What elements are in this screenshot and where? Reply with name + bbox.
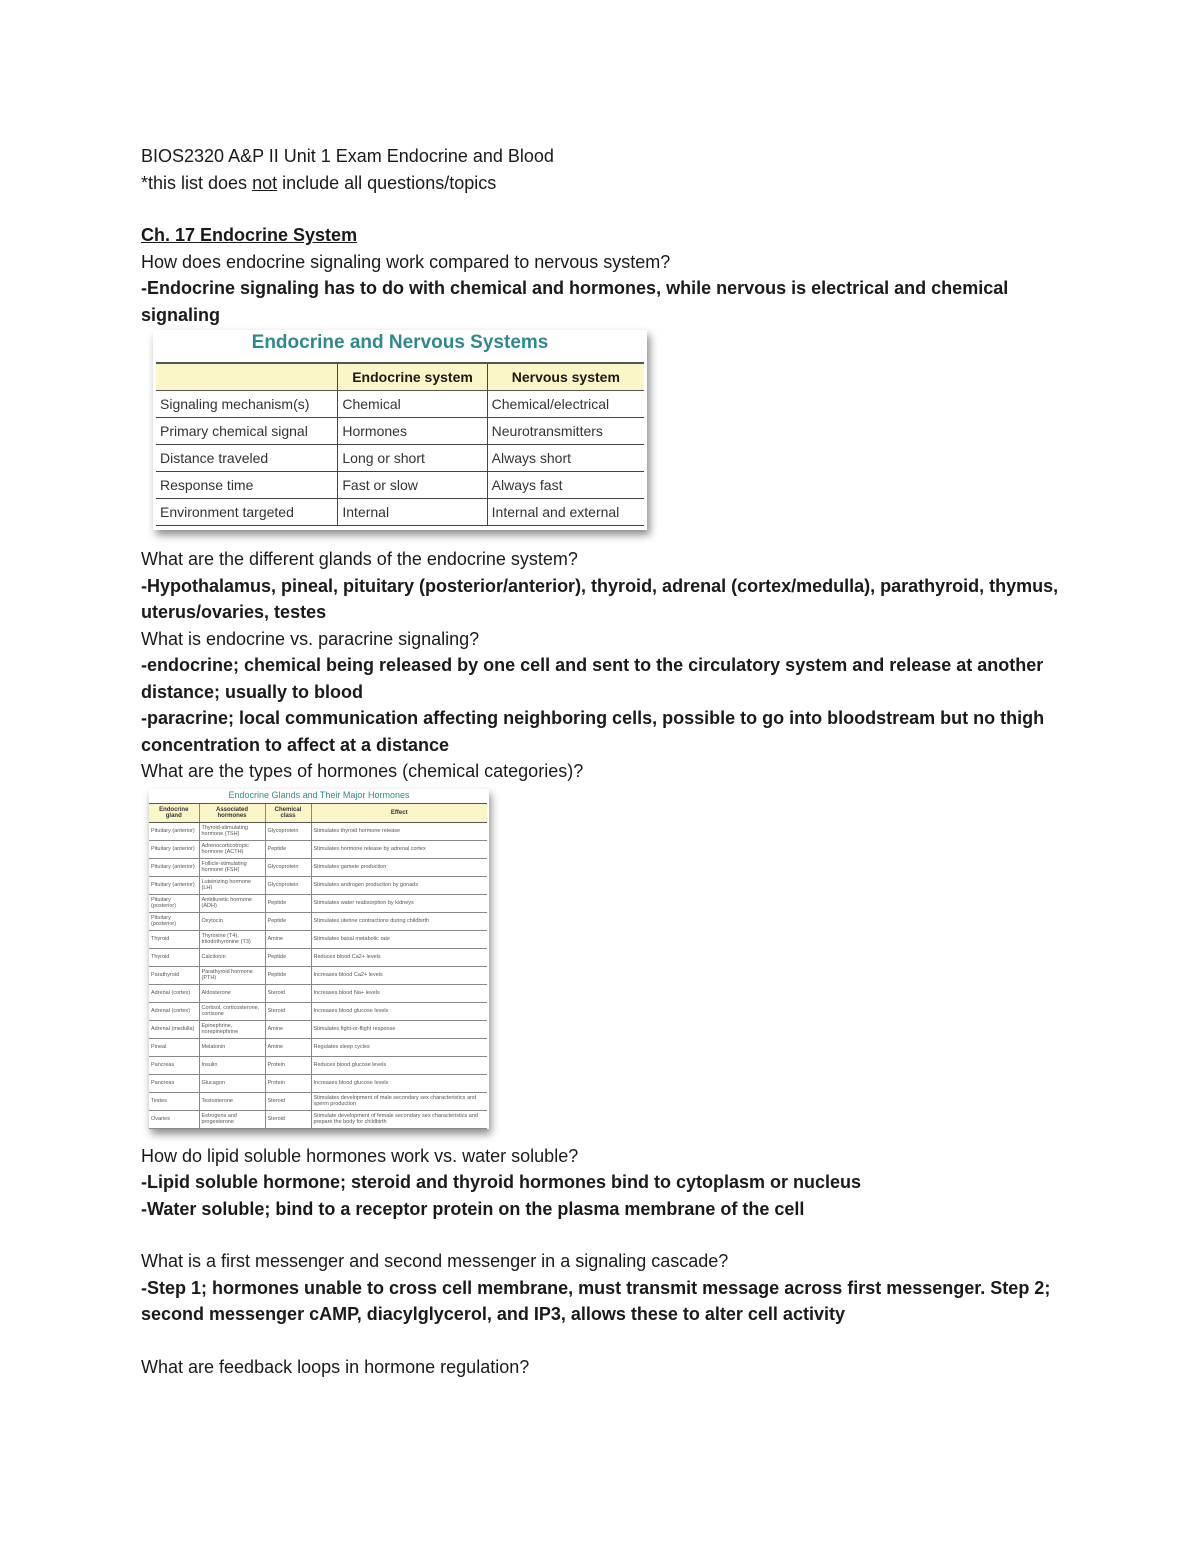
table-cell: Peptide: [265, 894, 311, 912]
table-header-cell: Endocrine gland: [149, 803, 199, 822]
table-cell: Aldosterone: [199, 984, 265, 1002]
table-cell: Increases blood Ca2+ levels: [311, 966, 487, 984]
question-5: How do lipid soluble hormones work vs. water soluble?: [141, 1145, 579, 1166]
section-heading: Ch. 17 Endocrine System: [141, 225, 358, 245]
table-cell: Ovaries: [149, 1110, 199, 1128]
endocrine-glands-table: [149, 803, 487, 1129]
table-row: [149, 1056, 487, 1074]
table-cell: Increases blood glucose levels: [311, 1002, 487, 1020]
table-row: [149, 876, 487, 894]
table-cell: Oxytocin: [199, 912, 265, 930]
table-cell: Primary chemical signal: [156, 418, 338, 445]
table-cell: Long or short: [338, 445, 487, 472]
table-row: [156, 499, 644, 526]
table-cell: Luteinizing hormone (LH): [199, 876, 265, 894]
table-cell: Protein: [265, 1056, 311, 1074]
table-cell: Chemical/electrical: [487, 391, 644, 418]
table-row: [156, 445, 644, 472]
table-cell: Always short: [487, 445, 644, 472]
table-cell: Adrenal (cortex): [149, 984, 199, 1002]
table-row: [149, 894, 487, 912]
table-cell: Steroid: [265, 1002, 311, 1020]
table-row: [149, 1110, 487, 1128]
question-7: What are feedback loops in hormone regulation?: [141, 1356, 530, 1377]
table-cell: Internal and external: [487, 499, 644, 526]
table-cell: Stimulates androgen production by gonads: [311, 876, 487, 894]
table-cell: Stimulates gamete production: [311, 858, 487, 876]
table-cell: Adrenal (cortex): [149, 1002, 199, 1020]
table-cell: Parathyroid hormone (PTH): [199, 966, 265, 984]
table-cell: Amine: [265, 1038, 311, 1056]
table-cell: Stimulates hormone release by adrenal cortex: [311, 840, 487, 858]
table-row: [149, 1038, 487, 1056]
table-row: [149, 858, 487, 876]
question-3: What is endocrine vs. paracrine signaling?: [141, 628, 480, 649]
table-row: [149, 966, 487, 984]
table-row: [149, 930, 487, 948]
table-cell: Pituitary (anterior): [149, 822, 199, 840]
table-cell: Follicle-stimulating hormone (FSH): [199, 858, 265, 876]
table-cell: Parathyroid: [149, 966, 199, 984]
table-cell: Antidiuretic hormone (ADH): [199, 894, 265, 912]
table-header-row: [156, 363, 644, 391]
figure1-title: Endocrine and Nervous Systems: [251, 332, 549, 353]
table-cell: Pituitary (posterior): [149, 912, 199, 930]
table-cell: Amine: [265, 1020, 311, 1038]
answer-3a: -endocrine; chemical being released by one cell and sent to the circulatory system and release at another distance; usually to blood: [141, 655, 1044, 702]
table-cell: Thyroid-stimulating hormone (TSH): [199, 822, 265, 840]
table-cell: Signaling mechanism(s): [156, 391, 338, 418]
table-cell: Glucagon: [199, 1074, 265, 1092]
table-cell: Thyroid: [149, 930, 199, 948]
table-cell: Steroid: [265, 984, 311, 1002]
table-cell: Reduces blood glucose levels: [311, 1056, 487, 1074]
table-cell: Stimulates fight-or-flight response: [311, 1020, 487, 1038]
table-cell: Neurotransmitters: [487, 418, 644, 445]
table-cell: Hormones: [338, 418, 487, 445]
table-cell: Steroid: [265, 1092, 311, 1110]
table-row: [149, 912, 487, 930]
table-cell: Peptide: [265, 912, 311, 930]
table-cell: Glycoprotein: [265, 858, 311, 876]
table-cell: Pituitary (anterior): [149, 858, 199, 876]
document-note: [141, 170, 1061, 197]
table-cell: Thyroxine (T4), triiodothyronine (T3): [199, 930, 265, 948]
table-row: [156, 391, 644, 418]
table-row: [149, 840, 487, 858]
table-row: [149, 948, 487, 966]
table-row: [149, 822, 487, 840]
endocrine-glands-table-body: [149, 822, 487, 1128]
question-1: How does endocrine signaling work compared to nervous system?: [141, 251, 671, 272]
answer-2: -Hypothalamus, pineal, pituitary (posterior/anterior), thyroid, adrenal (cortex/medulla), parathyroid, thymus, uterus/ovaries, testes: [141, 575, 1059, 622]
table-cell: Estrogens and progesterone: [199, 1110, 265, 1128]
document-page: [141, 143, 1061, 1380]
table-header-row: [149, 803, 487, 822]
table-cell: Stimulates thyroid hormone release: [311, 822, 487, 840]
question-4: What are the types of hormones (chemical categories)?: [141, 761, 584, 781]
answer-6: -Step 1; hormones unable to cross cell membrane, must transmit message across first messenger. Step 2; second messenger cAMP, diacylglycerol, and IP3, allows these to alter cell activity: [141, 1277, 1051, 1324]
answer-3b: -paracrine; local communication affecting neighboring cells, possible to go into bloodstream but no thigh concentration to affect at a distance: [141, 708, 1045, 755]
table-cell: Steroid: [265, 1110, 311, 1128]
table-cell: Increases blood glucose levels: [311, 1074, 487, 1092]
table-cell: Stimulates water reabsorption by kidneys: [311, 894, 487, 912]
table-cell: Cortisol, corticosterone, cortisone: [199, 1002, 265, 1020]
table-cell: Pituitary (anterior): [149, 876, 199, 894]
table-header-cell: Endocrine system: [338, 363, 487, 391]
table-cell: Glycoprotein: [265, 876, 311, 894]
table-cell: Testes: [149, 1092, 199, 1110]
table-cell: Glycoprotein: [265, 822, 311, 840]
spacer: [141, 196, 1061, 222]
table-cell: Peptide: [265, 840, 311, 858]
table-cell: Epinephrine, norepinephrine: [199, 1020, 265, 1038]
table-cell: Amine: [265, 930, 311, 948]
table-cell: Pancreas: [149, 1074, 199, 1092]
question-2: What are the different glands of the endocrine system?: [141, 549, 578, 569]
table-cell: Adrenocorticotropic hormone (ACTH): [199, 840, 265, 858]
table-row: [149, 1074, 487, 1092]
table-row: [149, 1092, 487, 1110]
table-cell: Pituitary (anterior): [149, 840, 199, 858]
table-cell: Reduces blood Ca2+ levels: [311, 948, 487, 966]
table-row: [156, 418, 644, 445]
table-cell: Environment targeted: [156, 499, 338, 526]
table-header-cell: Associated hormones: [199, 803, 265, 822]
note-underlined: not: [252, 172, 278, 193]
note-suffix: include all questions/topics: [277, 172, 497, 193]
endocrine-glands-table-figure: [149, 789, 489, 1129]
table-cell: Peptide: [265, 948, 311, 966]
table-cell: Pituitary (posterior): [149, 894, 199, 912]
table-header-cell: [156, 363, 338, 391]
table-cell: Stimulate development of female secondary sex characteristics and prepare the body for childbirth: [311, 1110, 487, 1128]
table-row: [149, 1020, 487, 1038]
table-cell: Distance traveled: [156, 445, 338, 472]
table-cell: Chemical: [338, 391, 487, 418]
table-cell: Adrenal (medulla): [149, 1020, 199, 1038]
table-cell: Testosterone: [199, 1092, 265, 1110]
table-row: [156, 472, 644, 499]
answer-1: -Endocrine signaling has to do with chemical and hormones, while nervous is electrical and chemical signaling: [141, 278, 1009, 325]
table-cell: Increases blood Na+ levels: [311, 984, 487, 1002]
table-header-cell: Nervous system: [487, 363, 644, 391]
table-row: [149, 984, 487, 1002]
spacer: [141, 1222, 1061, 1248]
table-header-cell: Effect: [311, 803, 487, 822]
endocrine-nervous-table: [156, 362, 644, 526]
table-row: [149, 1002, 487, 1020]
answer-5b: -Water soluble; bind to a receptor protein on the plasma membrane of the cell: [141, 1198, 805, 1219]
table-cell: Stimulates uterine contractions during childbirth: [311, 912, 487, 930]
table-cell: Regulates sleep cycles: [311, 1038, 487, 1056]
question-6: What is a first messenger and second messenger in a signaling cascade?: [141, 1251, 729, 1271]
table-cell: Internal: [338, 499, 487, 526]
document-title: BIOS2320 A&P II Unit 1 Exam Endocrine and Blood: [141, 146, 554, 166]
table-cell: Protein: [265, 1074, 311, 1092]
figure2-title: Endocrine Glands and Their Major Hormones: [228, 789, 410, 800]
endocrine-nervous-table-figure: [153, 330, 647, 530]
table-cell: Pineal: [149, 1038, 199, 1056]
table-cell: Always fast: [487, 472, 644, 499]
table-cell: Pancreas: [149, 1056, 199, 1074]
answer-5a: -Lipid soluble hormone; steroid and thyroid hormones bind to cytoplasm or nucleus: [141, 1172, 862, 1192]
table-cell: Calcitonin: [199, 948, 265, 966]
table-cell: Fast or slow: [338, 472, 487, 499]
note-prefix: *this list does: [141, 172, 253, 193]
table-cell: Insulin: [199, 1056, 265, 1074]
table-cell: Thyroid: [149, 948, 199, 966]
table-header-cell: Chemical class: [265, 803, 311, 822]
table-cell: Melatonin: [199, 1038, 265, 1056]
spacer: [141, 1328, 1061, 1354]
table-cell: Stimulates development of male secondary sex characteristics and sperm production: [311, 1092, 487, 1110]
table-cell: Response time: [156, 472, 338, 499]
table-cell: Peptide: [265, 966, 311, 984]
table-cell: Stimulates basal metabolic rate: [311, 930, 487, 948]
